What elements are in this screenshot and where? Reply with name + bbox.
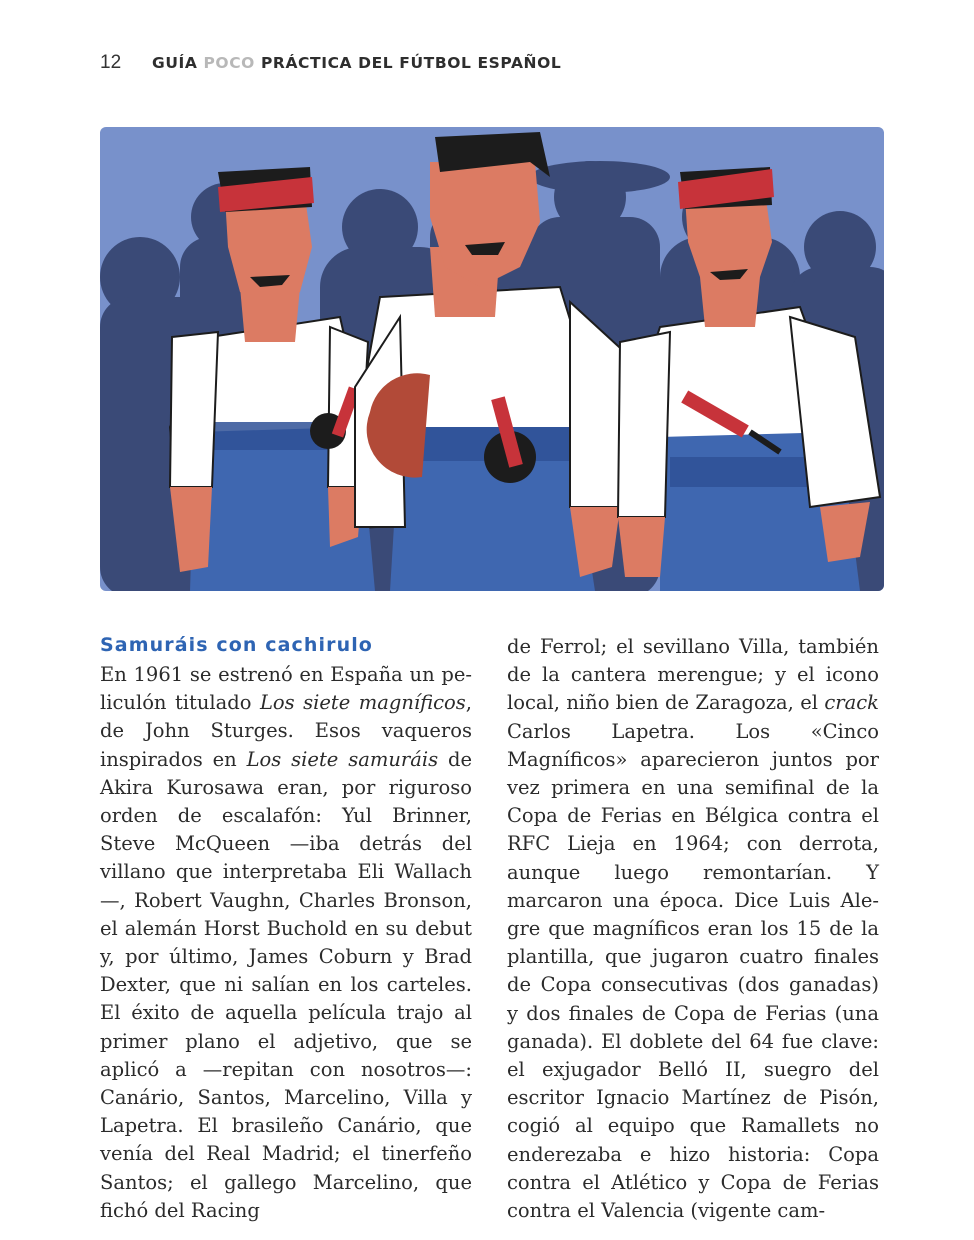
- text-run: de Ferrol; el sevillano Villa, también de la cantera merengue; y el icono local, niño bien de Zaragoza, el: [507, 635, 879, 715]
- text-run: , de John Sturges. Esos vaqueros inspirados en: [100, 691, 472, 771]
- text-run: En 1961 se estrenó en España un peliculón titulado: [100, 663, 472, 715]
- film-title: Los siete samuráis: [246, 747, 439, 771]
- text-column-right: [507, 633, 879, 1225]
- film-title: Los siete magníficos: [259, 691, 466, 715]
- italic-term: crack: [824, 691, 879, 715]
- samurai-illustration: [100, 127, 884, 591]
- paragraph-right: [507, 633, 879, 1225]
- text-column-left: [100, 633, 472, 1225]
- illustration-canvas: [100, 127, 884, 591]
- section-heading: Samuráis con cachirulo: [100, 634, 373, 656]
- running-header: [100, 48, 561, 78]
- page-number: 12: [100, 52, 122, 73]
- book-title: [152, 54, 561, 72]
- text-run: de Akira Kurosawa eran, por riguroso orden de escalafón: Yul Brinner, Steve McQueen —iba detrás del villano que interpretaba Eli Wallach—, Robert Vaughn, Charles Bronson, el alemán Horst Buchold en su debut y, por último, James Coburn y Brad Dexter, que ni salían en los carteles. El éxito de aquella película trajo al primer plano el adjetivo, que se aplicó a —repitan con nosotros—: Canário, Santos, Marcelino, Villa y Lapetra. El brasileño Canário, que venía del Real Madrid; el tinerfeño Santos; el gallego Marcelino, que fichó del Racing: [100, 747, 472, 1222]
- book-title-accent: POCO: [203, 54, 255, 72]
- text-run: Carlos Lapetra. Los «Cinco Magníficos» aparecieron juntos por vez primera en una semifinal de la Copa de Ferias en Bélgica contra el RFC Lieja en 1964; con derrota, aunque luego remontarían. Y marcaron una época. Dice Luis Alegre que magníficos eran los 15 de la plantilla, que jugaron cuatro finales de Copa consecutivas (dos ganadas) y dos finales de Copa de Ferias (una ganada). El doblete del 64 fue clave: el exjugador Belló II, suegro del escritor Ignacio Martínez de Pisón, cogió al equipo que Ramallets no enderezaba e hizo historia: Copa contra el Atlético y Copa de Ferias contra el Valencia (vigente cam-: [507, 719, 879, 1223]
- book-title-part1: GUÍA: [152, 54, 204, 72]
- paragraph-left: [100, 661, 472, 1225]
- book-title-part2: PRÁCTICA DEL FÚTBOL ESPAÑOL: [254, 54, 562, 72]
